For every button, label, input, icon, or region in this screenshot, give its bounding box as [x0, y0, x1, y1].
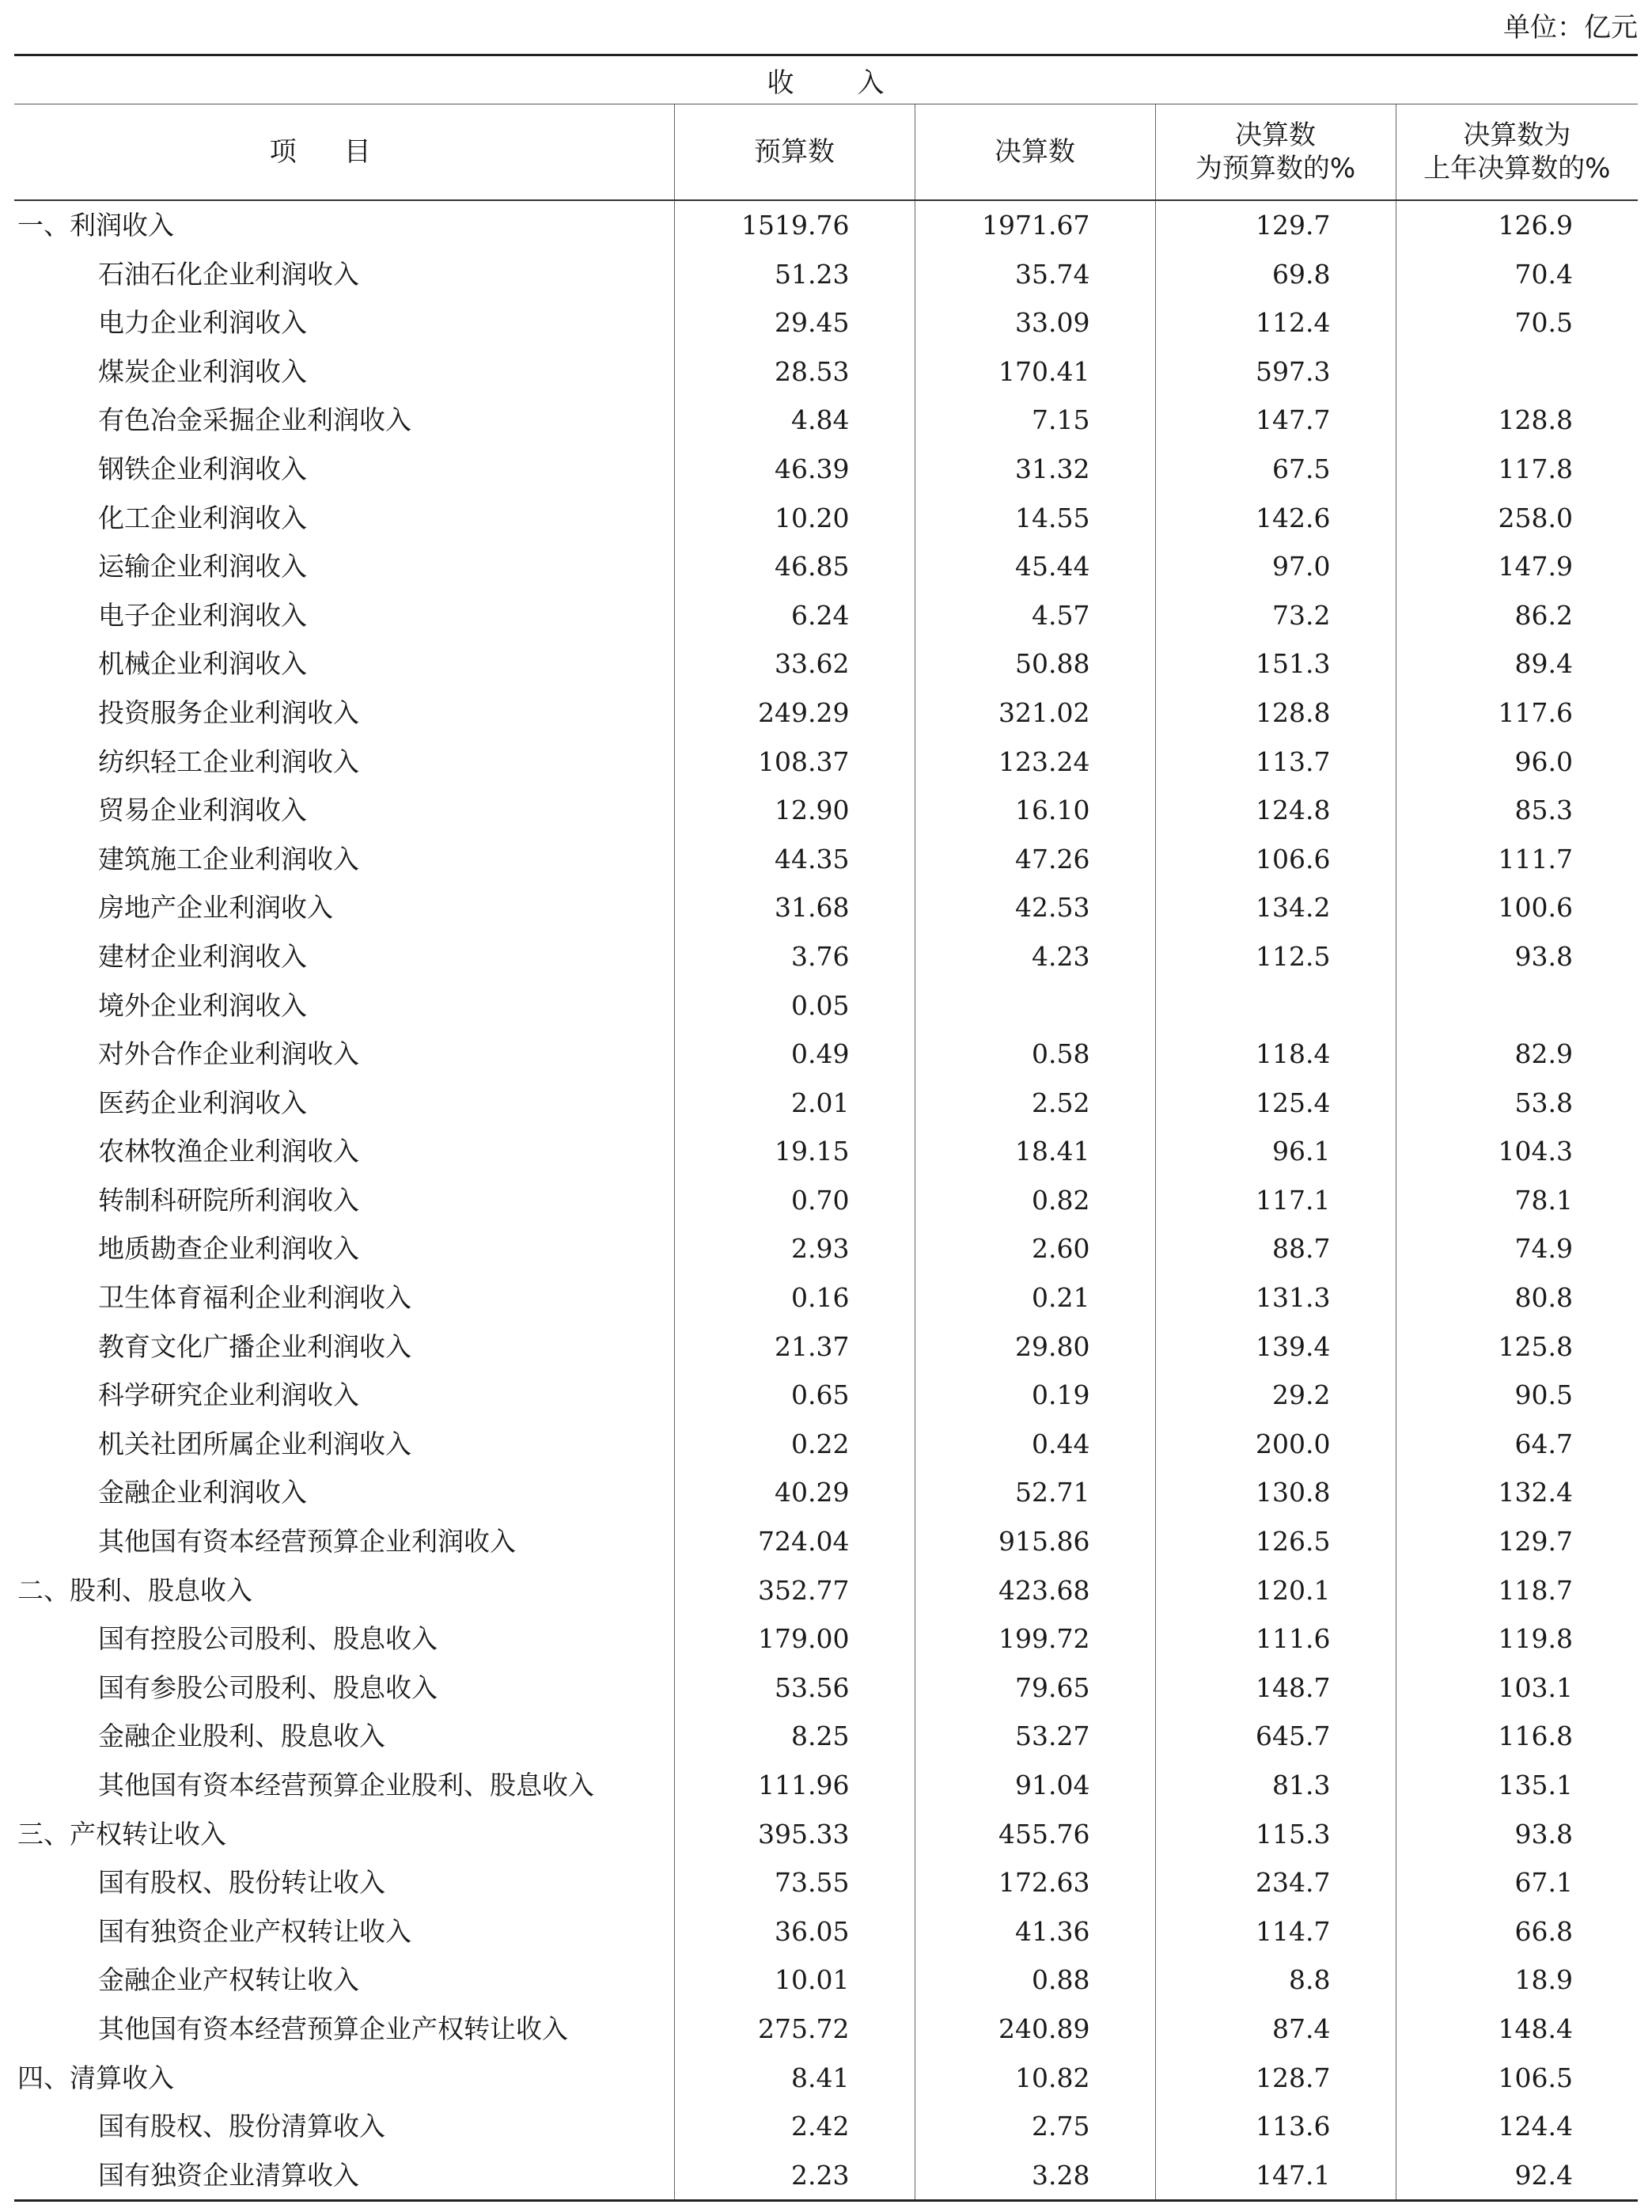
cell-final-pct-prev: 80.8	[1396, 1273, 1638, 1322]
table-row-subitem	[14, 981, 1638, 1030]
table-row-subitem	[14, 2005, 1638, 2054]
table-row-subitem	[14, 591, 1638, 640]
table-row-subitem	[14, 1079, 1638, 1128]
cell-final-pct-budget: 131.3	[1155, 1273, 1396, 1322]
table-row-subitem	[14, 738, 1638, 787]
cell-final-pct-budget: 87.4	[1155, 2005, 1396, 2054]
cell-item: 教育文化广播企业利润收入	[98, 1330, 411, 1362]
cell-item: 医药企业利润收入	[98, 1087, 307, 1118]
table-row-category	[14, 200, 1638, 250]
column-header-final-pct-budget: 决算数 为预算数的%	[1155, 104, 1396, 201]
cell-item: 金融企业利润收入	[98, 1477, 307, 1508]
cell-budget: 19.15	[674, 1127, 915, 1176]
cell-final: 42.53	[915, 883, 1155, 932]
cell-final-pct-prev: 90.5	[1396, 1371, 1638, 1420]
cell-final-pct-prev: 100.6	[1396, 883, 1638, 932]
cell-final-pct-prev	[1396, 981, 1638, 1030]
table-row-category	[14, 1566, 1638, 1615]
cell-item: 二、股利、股息收入	[17, 1574, 252, 1606]
table-row-subitem	[14, 1614, 1638, 1664]
cell-final: 0.44	[915, 1420, 1155, 1469]
cell-final-pct-budget: 113.7	[1155, 738, 1396, 787]
cell-budget: 51.23	[674, 250, 915, 299]
table-row-subitem	[14, 542, 1638, 591]
cell-final-pct-budget: 73.2	[1155, 591, 1396, 640]
cell-budget: 2.93	[674, 1224, 915, 1273]
cell-budget: 8.25	[674, 1712, 915, 1761]
cell-item: 石油石化企业利润收入	[98, 258, 359, 290]
cell-item: 国有独资企业产权转让收入	[98, 1915, 411, 1947]
cell-item: 电子企业利润收入	[98, 599, 307, 631]
cell-budget: 21.37	[674, 1322, 915, 1372]
cell-final-pct-budget: 120.1	[1155, 1566, 1396, 1615]
cell-final: 123.24	[915, 738, 1155, 787]
cell-final-pct-prev: 117.6	[1396, 689, 1638, 738]
cell-final-pct-budget: 111.6	[1155, 1614, 1396, 1664]
cell-final	[915, 981, 1155, 1030]
cell-budget: 40.29	[674, 1468, 915, 1517]
cell-item: 国有控股公司股利、股息收入	[98, 1623, 438, 1655]
table-row-subitem	[14, 932, 1638, 981]
cell-item: 运输企业利润收入	[98, 551, 307, 582]
cell-item: 房地产企业利润收入	[98, 892, 333, 924]
cell-budget: 12.90	[674, 786, 915, 835]
cell-final-pct-prev: 96.0	[1396, 738, 1638, 787]
cell-final-pct-prev: 74.9	[1396, 1224, 1638, 1273]
cell-final: 0.82	[915, 1176, 1155, 1225]
cell-final-pct-prev: 111.7	[1396, 835, 1638, 884]
cell-budget: 0.05	[674, 981, 915, 1030]
cell-final-pct-budget: 234.7	[1155, 1858, 1396, 1907]
cell-final: 0.88	[915, 1956, 1155, 2005]
table-row-subitem	[14, 396, 1638, 445]
cell-budget: 0.16	[674, 1273, 915, 1322]
cell-final-pct-prev: 116.8	[1396, 1712, 1638, 1761]
table-row-subitem	[14, 1420, 1638, 1469]
cell-final: 47.26	[915, 835, 1155, 884]
cell-final: 3.28	[915, 2151, 1155, 2201]
cell-final-pct-budget: 126.5	[1155, 1517, 1396, 1566]
cell-final-pct-budget: 148.7	[1155, 1664, 1396, 1713]
cell-budget: 3.76	[674, 932, 915, 981]
cell-item: 境外企业利润收入	[98, 989, 307, 1021]
cell-item: 有色冶金采掘企业利润收入	[98, 404, 411, 436]
cell-budget: 10.20	[674, 494, 915, 543]
cell-final-pct-budget: 8.8	[1155, 1956, 1396, 2005]
cell-final-pct-prev: 148.4	[1396, 2005, 1638, 2054]
cell-final-pct-prev	[1396, 347, 1638, 396]
cell-final-pct-prev: 119.8	[1396, 1614, 1638, 1664]
cell-final-pct-budget: 645.7	[1155, 1712, 1396, 1761]
table-row-subitem	[14, 1176, 1638, 1225]
cell-final-pct-prev: 85.3	[1396, 786, 1638, 835]
cell-budget: 31.68	[674, 883, 915, 932]
cell-final-pct-prev: 124.4	[1396, 2102, 1638, 2151]
section-title-row	[14, 55, 1638, 104]
table-row-subitem	[14, 1517, 1638, 1566]
cell-final: 18.41	[915, 1127, 1155, 1176]
cell-final: 50.88	[915, 639, 1155, 689]
cell-final: 423.68	[915, 1566, 1155, 1615]
cell-budget: 111.96	[674, 1761, 915, 1810]
cell-item: 金融企业产权转让收入	[98, 1964, 359, 1996]
cell-final: 4.23	[915, 932, 1155, 981]
column-header-row	[14, 104, 1638, 201]
table-row-subitem	[14, 689, 1638, 738]
cell-budget: 73.55	[674, 1858, 915, 1907]
cell-final-pct-prev: 132.4	[1396, 1468, 1638, 1517]
column-header-final: 决算数	[915, 104, 1155, 201]
cell-budget: 275.72	[674, 2005, 915, 2054]
cell-final-pct-prev: 128.8	[1396, 396, 1638, 445]
cell-budget: 44.35	[674, 835, 915, 884]
cell-final-pct-budget: 113.6	[1155, 2102, 1396, 2151]
table-row-subitem	[14, 1761, 1638, 1810]
cell-item: 机械企业利润收入	[98, 648, 307, 680]
cell-final: 0.19	[915, 1371, 1155, 1420]
cell-final-pct-prev: 66.8	[1396, 1907, 1638, 1956]
table-row-subitem	[14, 1127, 1638, 1176]
column-header-item: 项目	[14, 104, 674, 201]
table-row-subitem	[14, 347, 1638, 396]
cell-item: 煤炭企业利润收入	[98, 355, 307, 387]
cell-item: 机关社团所属企业利润收入	[98, 1428, 411, 1459]
cell-final-pct-budget: 81.3	[1155, 1761, 1396, 1810]
table-row-subitem	[14, 1273, 1638, 1322]
cell-final: 1971.67	[915, 200, 1155, 250]
cell-final-pct-budget: 130.8	[1155, 1468, 1396, 1517]
cell-item: 国有股权、股份清算收入	[98, 2111, 385, 2142]
cell-budget: 2.42	[674, 2102, 915, 2151]
cell-final: 35.74	[915, 250, 1155, 299]
cell-budget: 2.01	[674, 1079, 915, 1128]
cell-final-pct-budget: 124.8	[1155, 786, 1396, 835]
cell-final-pct-prev: 78.1	[1396, 1176, 1638, 1225]
table-row-subitem	[14, 1322, 1638, 1372]
cell-final-pct-budget: 115.3	[1155, 1810, 1396, 1859]
table-row-subitem	[14, 1224, 1638, 1273]
cell-item: 其他国有资本经营预算企业产权转让收入	[98, 2013, 568, 2044]
cell-final-pct-prev: 18.9	[1396, 1956, 1638, 2005]
cell-final-pct-budget: 134.2	[1155, 883, 1396, 932]
cell-item: 三、产权转让收入	[17, 1818, 226, 1850]
table-row-category	[14, 2054, 1638, 2103]
cell-final-pct-prev: 129.7	[1396, 1517, 1638, 1566]
cell-final-pct-prev: 126.9	[1396, 200, 1638, 250]
cell-final: 16.10	[915, 786, 1155, 835]
cell-budget: 10.01	[674, 1956, 915, 2005]
cell-final-pct-prev: 258.0	[1396, 494, 1638, 543]
cell-final: 915.86	[915, 1517, 1155, 1566]
table-row-subitem	[14, 1712, 1638, 1761]
cell-final-pct-budget: 139.4	[1155, 1322, 1396, 1372]
section-title: 收入	[14, 55, 1638, 104]
cell-final-pct-budget: 96.1	[1155, 1127, 1396, 1176]
cell-final-pct-prev: 82.9	[1396, 1030, 1638, 1079]
cell-budget: 0.70	[674, 1176, 915, 1225]
cell-item: 贸易企业利润收入	[98, 795, 307, 826]
cell-item: 建材企业利润收入	[98, 940, 307, 972]
cell-final: 2.52	[915, 1079, 1155, 1128]
cell-final-pct-budget: 147.1	[1155, 2151, 1396, 2201]
cell-budget: 395.33	[674, 1810, 915, 1859]
cell-budget: 53.56	[674, 1664, 915, 1713]
cell-item: 地质勘查企业利润收入	[98, 1233, 359, 1265]
cell-final: 170.41	[915, 347, 1155, 396]
cell-final: 14.55	[915, 494, 1155, 543]
cell-item: 化工企业利润收入	[98, 502, 307, 533]
cell-budget: 249.29	[674, 689, 915, 738]
cell-final: 79.65	[915, 1664, 1155, 1713]
cell-final-pct-budget: 88.7	[1155, 1224, 1396, 1273]
cell-budget: 33.62	[674, 639, 915, 689]
cell-item: 其他国有资本经营预算企业利润收入	[98, 1526, 516, 1558]
column-header-budget: 预算数	[674, 104, 915, 201]
cell-final: 455.76	[915, 1810, 1155, 1859]
cell-item: 科学研究企业利润收入	[98, 1379, 359, 1411]
table-row-subitem	[14, 298, 1638, 347]
cell-item: 四、清算收入	[17, 2062, 174, 2093]
cell-final-pct-budget: 112.5	[1155, 932, 1396, 981]
cell-final-pct-prev: 92.4	[1396, 2151, 1638, 2201]
cell-final: 7.15	[915, 396, 1155, 445]
cell-final-pct-prev: 135.1	[1396, 1761, 1638, 1810]
cell-final: 41.36	[915, 1907, 1155, 1956]
cell-budget: 0.65	[674, 1371, 915, 1420]
cell-final-pct-prev: 147.9	[1396, 542, 1638, 591]
cell-budget: 2.23	[674, 2151, 915, 2201]
cell-budget: 8.41	[674, 2054, 915, 2103]
cell-final: 2.60	[915, 1224, 1155, 1273]
cell-final-pct-prev: 70.5	[1396, 298, 1638, 347]
cell-final-pct-prev: 67.1	[1396, 1858, 1638, 1907]
cell-item: 建筑施工企业利润收入	[98, 843, 359, 875]
table-row-subitem	[14, 1907, 1638, 1956]
cell-item: 转制科研院所利润收入	[98, 1184, 359, 1216]
cell-final: 45.44	[915, 542, 1155, 591]
cell-final: 29.80	[915, 1322, 1155, 1372]
cell-final: 31.32	[915, 445, 1155, 494]
cell-final: 0.21	[915, 1273, 1155, 1322]
cell-final: 4.57	[915, 591, 1155, 640]
unit-label: 单位：亿元	[1503, 12, 1638, 44]
cell-final: 52.71	[915, 1468, 1155, 1517]
cell-final-pct-budget: 128.8	[1155, 689, 1396, 738]
cell-item: 农林牧渔企业利润收入	[98, 1136, 359, 1167]
cell-budget: 28.53	[674, 347, 915, 396]
table-row-subitem	[14, 786, 1638, 835]
cell-final: 10.82	[915, 2054, 1155, 2103]
cell-item: 国有股权、股份转让收入	[98, 1867, 385, 1899]
cell-final-pct-budget: 118.4	[1155, 1030, 1396, 1079]
cell-final-pct-budget: 67.5	[1155, 445, 1396, 494]
cell-item: 国有参股公司股利、股息收入	[98, 1671, 438, 1703]
cell-final: 172.63	[915, 1858, 1155, 1907]
cell-final-pct-budget: 147.7	[1155, 396, 1396, 445]
table-row-subitem	[14, 1858, 1638, 1907]
cell-final-pct-prev: 103.1	[1396, 1664, 1638, 1713]
cell-budget: 1519.76	[674, 200, 915, 250]
cell-final: 240.89	[915, 2005, 1155, 2054]
cell-budget: 0.22	[674, 1420, 915, 1469]
cell-final-pct-prev: 53.8	[1396, 1079, 1638, 1128]
cell-budget: 724.04	[674, 1517, 915, 1566]
cell-item: 金融企业股利、股息收入	[98, 1721, 385, 1752]
table-row-subitem	[14, 1030, 1638, 1079]
cell-item: 纺织轻工企业利润收入	[98, 746, 359, 777]
cell-final-pct-prev: 104.3	[1396, 1127, 1638, 1176]
revenue-table	[14, 54, 1638, 2202]
cell-final-pct-budget: 597.3	[1155, 347, 1396, 396]
cell-budget: 108.37	[674, 738, 915, 787]
cell-final-pct-budget: 117.1	[1155, 1176, 1396, 1225]
cell-budget: 352.77	[674, 1566, 915, 1615]
cell-final-pct-budget: 97.0	[1155, 542, 1396, 591]
cell-final: 321.02	[915, 689, 1155, 738]
cell-final: 0.58	[915, 1030, 1155, 1079]
table-row-subitem	[14, 2151, 1638, 2201]
table-row-subitem	[14, 250, 1638, 299]
cell-item: 国有独资企业清算收入	[14, 2151, 674, 2201]
cell-final: 33.09	[915, 298, 1155, 347]
cell-final: 2.75	[915, 2102, 1155, 2151]
table-row-subitem	[14, 1664, 1638, 1713]
table-row-category	[14, 1810, 1638, 1859]
cell-final: 199.72	[915, 1614, 1155, 1664]
cell-budget: 36.05	[674, 1907, 915, 1956]
cell-final-pct-budget: 200.0	[1155, 1420, 1396, 1469]
cell-final-pct-prev: 117.8	[1396, 445, 1638, 494]
cell-item: 电力企业利润收入	[98, 307, 307, 339]
cell-budget: 179.00	[674, 1614, 915, 1664]
cell-budget: 46.85	[674, 542, 915, 591]
cell-budget: 4.84	[674, 396, 915, 445]
table-row-subitem	[14, 1371, 1638, 1420]
table-row-subitem	[14, 1468, 1638, 1517]
cell-item: 对外合作企业利润收入	[98, 1038, 359, 1070]
cell-final-pct-budget: 29.2	[1155, 1371, 1396, 1420]
cell-final-pct-budget: 142.6	[1155, 494, 1396, 543]
cell-final-pct-budget: 112.4	[1155, 298, 1396, 347]
cell-item: 投资服务企业利润收入	[98, 696, 359, 728]
cell-final-pct-prev: 118.7	[1396, 1566, 1638, 1615]
cell-final-pct-prev: 93.8	[1396, 932, 1638, 981]
cell-final-pct-budget	[1155, 981, 1396, 1030]
cell-final-pct-budget: 151.3	[1155, 639, 1396, 689]
cell-item: 其他国有资本经营预算企业股利、股息收入	[98, 1770, 594, 1800]
cell-budget: 6.24	[674, 591, 915, 640]
cell-final-pct-budget: 69.8	[1155, 250, 1396, 299]
table-row-subitem	[14, 835, 1638, 884]
cell-final-pct-prev: 106.5	[1396, 2054, 1638, 2103]
cell-final-pct-budget: 125.4	[1155, 1079, 1396, 1128]
cell-final-pct-prev: 89.4	[1396, 639, 1638, 689]
table-row-subitem	[14, 494, 1638, 543]
column-header-final-pct-prev: 决算数为 上年决算数的%	[1396, 104, 1638, 201]
cell-final-pct-prev: 125.8	[1396, 1322, 1638, 1372]
cell-item: 一、利润收入	[17, 210, 174, 241]
table-row-subitem	[14, 639, 1638, 689]
table-body	[14, 200, 1638, 2201]
cell-final-pct-prev: 93.8	[1396, 1810, 1638, 1859]
table-row-subitem	[14, 445, 1638, 494]
cell-budget: 46.39	[674, 445, 915, 494]
table-row-subitem	[14, 2102, 1638, 2151]
cell-item: 卫生体育福利企业利润收入	[98, 1282, 411, 1314]
cell-final-pct-prev: 70.4	[1396, 250, 1638, 299]
cell-item: 钢铁企业利润收入	[98, 453, 307, 484]
cell-final-pct-budget: 114.7	[1155, 1907, 1396, 1956]
table-row-subitem	[14, 883, 1638, 932]
cell-final: 53.27	[915, 1712, 1155, 1761]
cell-final-pct-budget: 128.7	[1155, 2054, 1396, 2103]
cell-final-pct-budget: 106.6	[1155, 835, 1396, 884]
cell-final-pct-budget: 129.7	[1155, 200, 1396, 250]
cell-budget: 29.45	[674, 298, 915, 347]
table-row-subitem	[14, 1956, 1638, 2005]
cell-final-pct-prev: 86.2	[1396, 591, 1638, 640]
cell-final: 91.04	[915, 1761, 1155, 1810]
cell-budget: 0.49	[674, 1030, 915, 1079]
cell-final-pct-prev: 64.7	[1396, 1420, 1638, 1469]
